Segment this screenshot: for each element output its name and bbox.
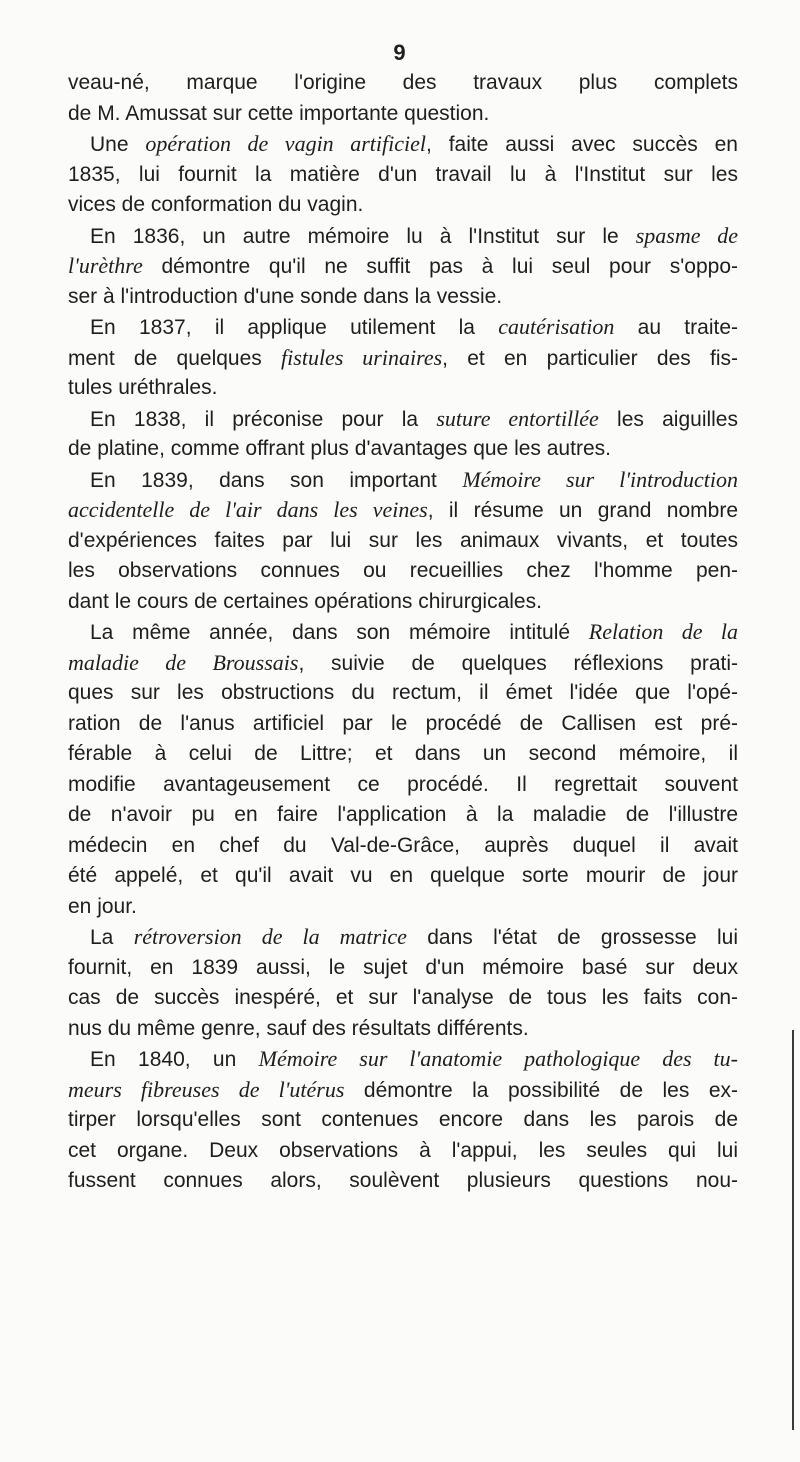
text-line bbox=[68, 983, 738, 1014]
text-run: au traite- bbox=[614, 316, 738, 339]
text-run: tirper lorsqu'elles sont contenues encore dans les parois de bbox=[68, 1108, 738, 1131]
text-line bbox=[68, 160, 738, 191]
text-line bbox=[68, 1014, 738, 1045]
text-line bbox=[68, 99, 738, 130]
text-run: En 1839, dans son important bbox=[90, 468, 463, 492]
text-line bbox=[68, 617, 738, 648]
text-run: 1835, lui fournit la matière d'un travail lu à l'Institut sur les bbox=[68, 162, 738, 186]
page-number: 9 bbox=[393, 40, 407, 65]
text-line bbox=[68, 129, 738, 160]
text-run: dant le cours de certaines opérations chirurgicales. bbox=[68, 589, 542, 613]
italic-text: fistules urinaires bbox=[281, 344, 443, 370]
text-line bbox=[68, 1105, 738, 1136]
text-line bbox=[68, 343, 738, 374]
text-line bbox=[68, 800, 738, 831]
text-run: d'expériences faites par lui sur les animaux vivants, et toutes bbox=[68, 528, 738, 552]
text-run: les aiguilles bbox=[598, 407, 738, 431]
text-line bbox=[68, 1136, 738, 1167]
text-line bbox=[68, 221, 738, 252]
text-run: les observations connues ou recueillies chez l'homme pen- bbox=[68, 559, 738, 582]
text-line bbox=[68, 861, 738, 892]
text-run: fournit, en 1839 aussi, le sujet d'un mémoire basé sur deux bbox=[68, 955, 738, 979]
italic-text: suture entortillée bbox=[436, 405, 599, 431]
text-run: En 1840, un bbox=[90, 1048, 259, 1071]
text-line bbox=[68, 312, 738, 343]
text-run: cas de succès inespéré, et sur l'analyse de tous les faits con- bbox=[68, 986, 738, 1009]
text-run: , et en particulier des fis- bbox=[442, 346, 738, 370]
italic-text: rétroversion de la matrice bbox=[133, 924, 407, 949]
text-line bbox=[68, 648, 738, 679]
body-text bbox=[68, 68, 738, 1197]
text-line bbox=[68, 739, 738, 770]
text-run: démontre la possibilité de les ex- bbox=[344, 1078, 738, 1102]
text-run: ration de l'anus artificiel par le procédé de Callisen est pré- bbox=[68, 711, 738, 735]
text-run: En 1838, il préconise pour la bbox=[90, 407, 437, 431]
italic-text: spasme de bbox=[635, 222, 738, 248]
italic-text: Relation de la bbox=[588, 619, 738, 644]
text-run: en jour. bbox=[68, 894, 137, 918]
text-run: , il résume un grand nombre bbox=[427, 499, 739, 522]
text-run: modifie avantageusement ce procédé. Il regrettait souvent bbox=[68, 772, 738, 796]
text-run: fussent connues alors, soulèvent plusieurs questions nou- bbox=[68, 1169, 738, 1192]
text-line bbox=[68, 1044, 738, 1075]
italic-text: meurs fibreuses de l'utérus bbox=[68, 1076, 345, 1102]
text-line bbox=[68, 190, 738, 221]
text-line bbox=[68, 282, 738, 313]
italic-text: opération de vagin artificiel bbox=[145, 131, 426, 156]
text-run: ment de quelques bbox=[68, 346, 282, 370]
text-run: férable à celui de Littre; et dans un second mémoire, il bbox=[68, 742, 738, 765]
text-line bbox=[68, 373, 738, 404]
text-run: nus du même genre, sauf des résultats différents. bbox=[68, 1016, 529, 1040]
italic-text: Mémoire sur l'anatomie pathologique des tu- bbox=[258, 1046, 738, 1071]
text-run: vices de conformation du vagin. bbox=[68, 193, 364, 216]
text-run: dans l'état de grossesse lui bbox=[406, 926, 738, 949]
text-line bbox=[68, 1166, 738, 1197]
text-line bbox=[68, 251, 738, 282]
text-line bbox=[68, 709, 738, 740]
text-line bbox=[68, 404, 738, 435]
text-line bbox=[68, 556, 738, 587]
text-run: ques sur les obstructions du rectum, il émet l'idée que l'opé- bbox=[68, 681, 738, 704]
text-line bbox=[68, 1075, 738, 1106]
text-run: de M. Amussat sur cette importante question. bbox=[68, 101, 490, 125]
text-run: En 1836, un autre mémoire lu à l'Institut sur le bbox=[90, 224, 636, 248]
text-run: de n'avoir pu en faire l'application à la maladie de l'illustre bbox=[68, 803, 738, 826]
italic-text: accidentelle de l'air dans les veines bbox=[68, 497, 428, 522]
text-line bbox=[68, 892, 738, 923]
text-line bbox=[68, 526, 738, 557]
text-run: La bbox=[90, 926, 134, 949]
text-run: veau-né, marque l'origine des travaux plus complets bbox=[68, 71, 738, 94]
italic-text: Mémoire sur l'introduction bbox=[462, 466, 738, 492]
text-run: La même année, dans son mémoire intitulé bbox=[90, 621, 589, 644]
text-run: de platine, comme offrant plus d'avantages que les autres. bbox=[68, 437, 611, 460]
text-line bbox=[68, 465, 738, 496]
text-line bbox=[68, 922, 738, 953]
text-run: été appelé, et qu'il avait vu en quelque sorte mourir de jour bbox=[68, 864, 738, 887]
italic-text: maladie de Broussais bbox=[68, 649, 299, 675]
text-run: médecin en chef du Val-de-Grâce, auprès duquel il avait bbox=[68, 833, 738, 857]
text-run: démontre qu'il ne suffit pas à lui seul pour s'oppo- bbox=[142, 255, 738, 278]
text-line bbox=[68, 678, 738, 709]
text-line bbox=[68, 831, 738, 862]
text-run: ser à l'introduction d'une sonde dans la vessie. bbox=[68, 284, 503, 308]
text-run: Une bbox=[90, 133, 146, 156]
text-line bbox=[68, 495, 738, 526]
text-run: En 1837, il applique utilement la bbox=[90, 316, 499, 339]
text-run: cet organe. Deux observations à l'appui, les seules qui lui bbox=[68, 1138, 738, 1162]
text-run: , suivie de quelques réflexions prati- bbox=[298, 651, 739, 675]
text-line bbox=[68, 953, 738, 984]
text-run: tules uréthrales. bbox=[68, 376, 218, 399]
text-line bbox=[68, 770, 738, 801]
italic-text: cautérisation bbox=[498, 314, 615, 339]
italic-text: l'urèthre bbox=[68, 253, 143, 278]
text-line bbox=[68, 587, 738, 618]
text-line bbox=[68, 68, 738, 99]
page-edge-line bbox=[792, 1030, 794, 1430]
text-run: , faite aussi avec succès en bbox=[425, 133, 738, 156]
text-line bbox=[68, 434, 738, 465]
